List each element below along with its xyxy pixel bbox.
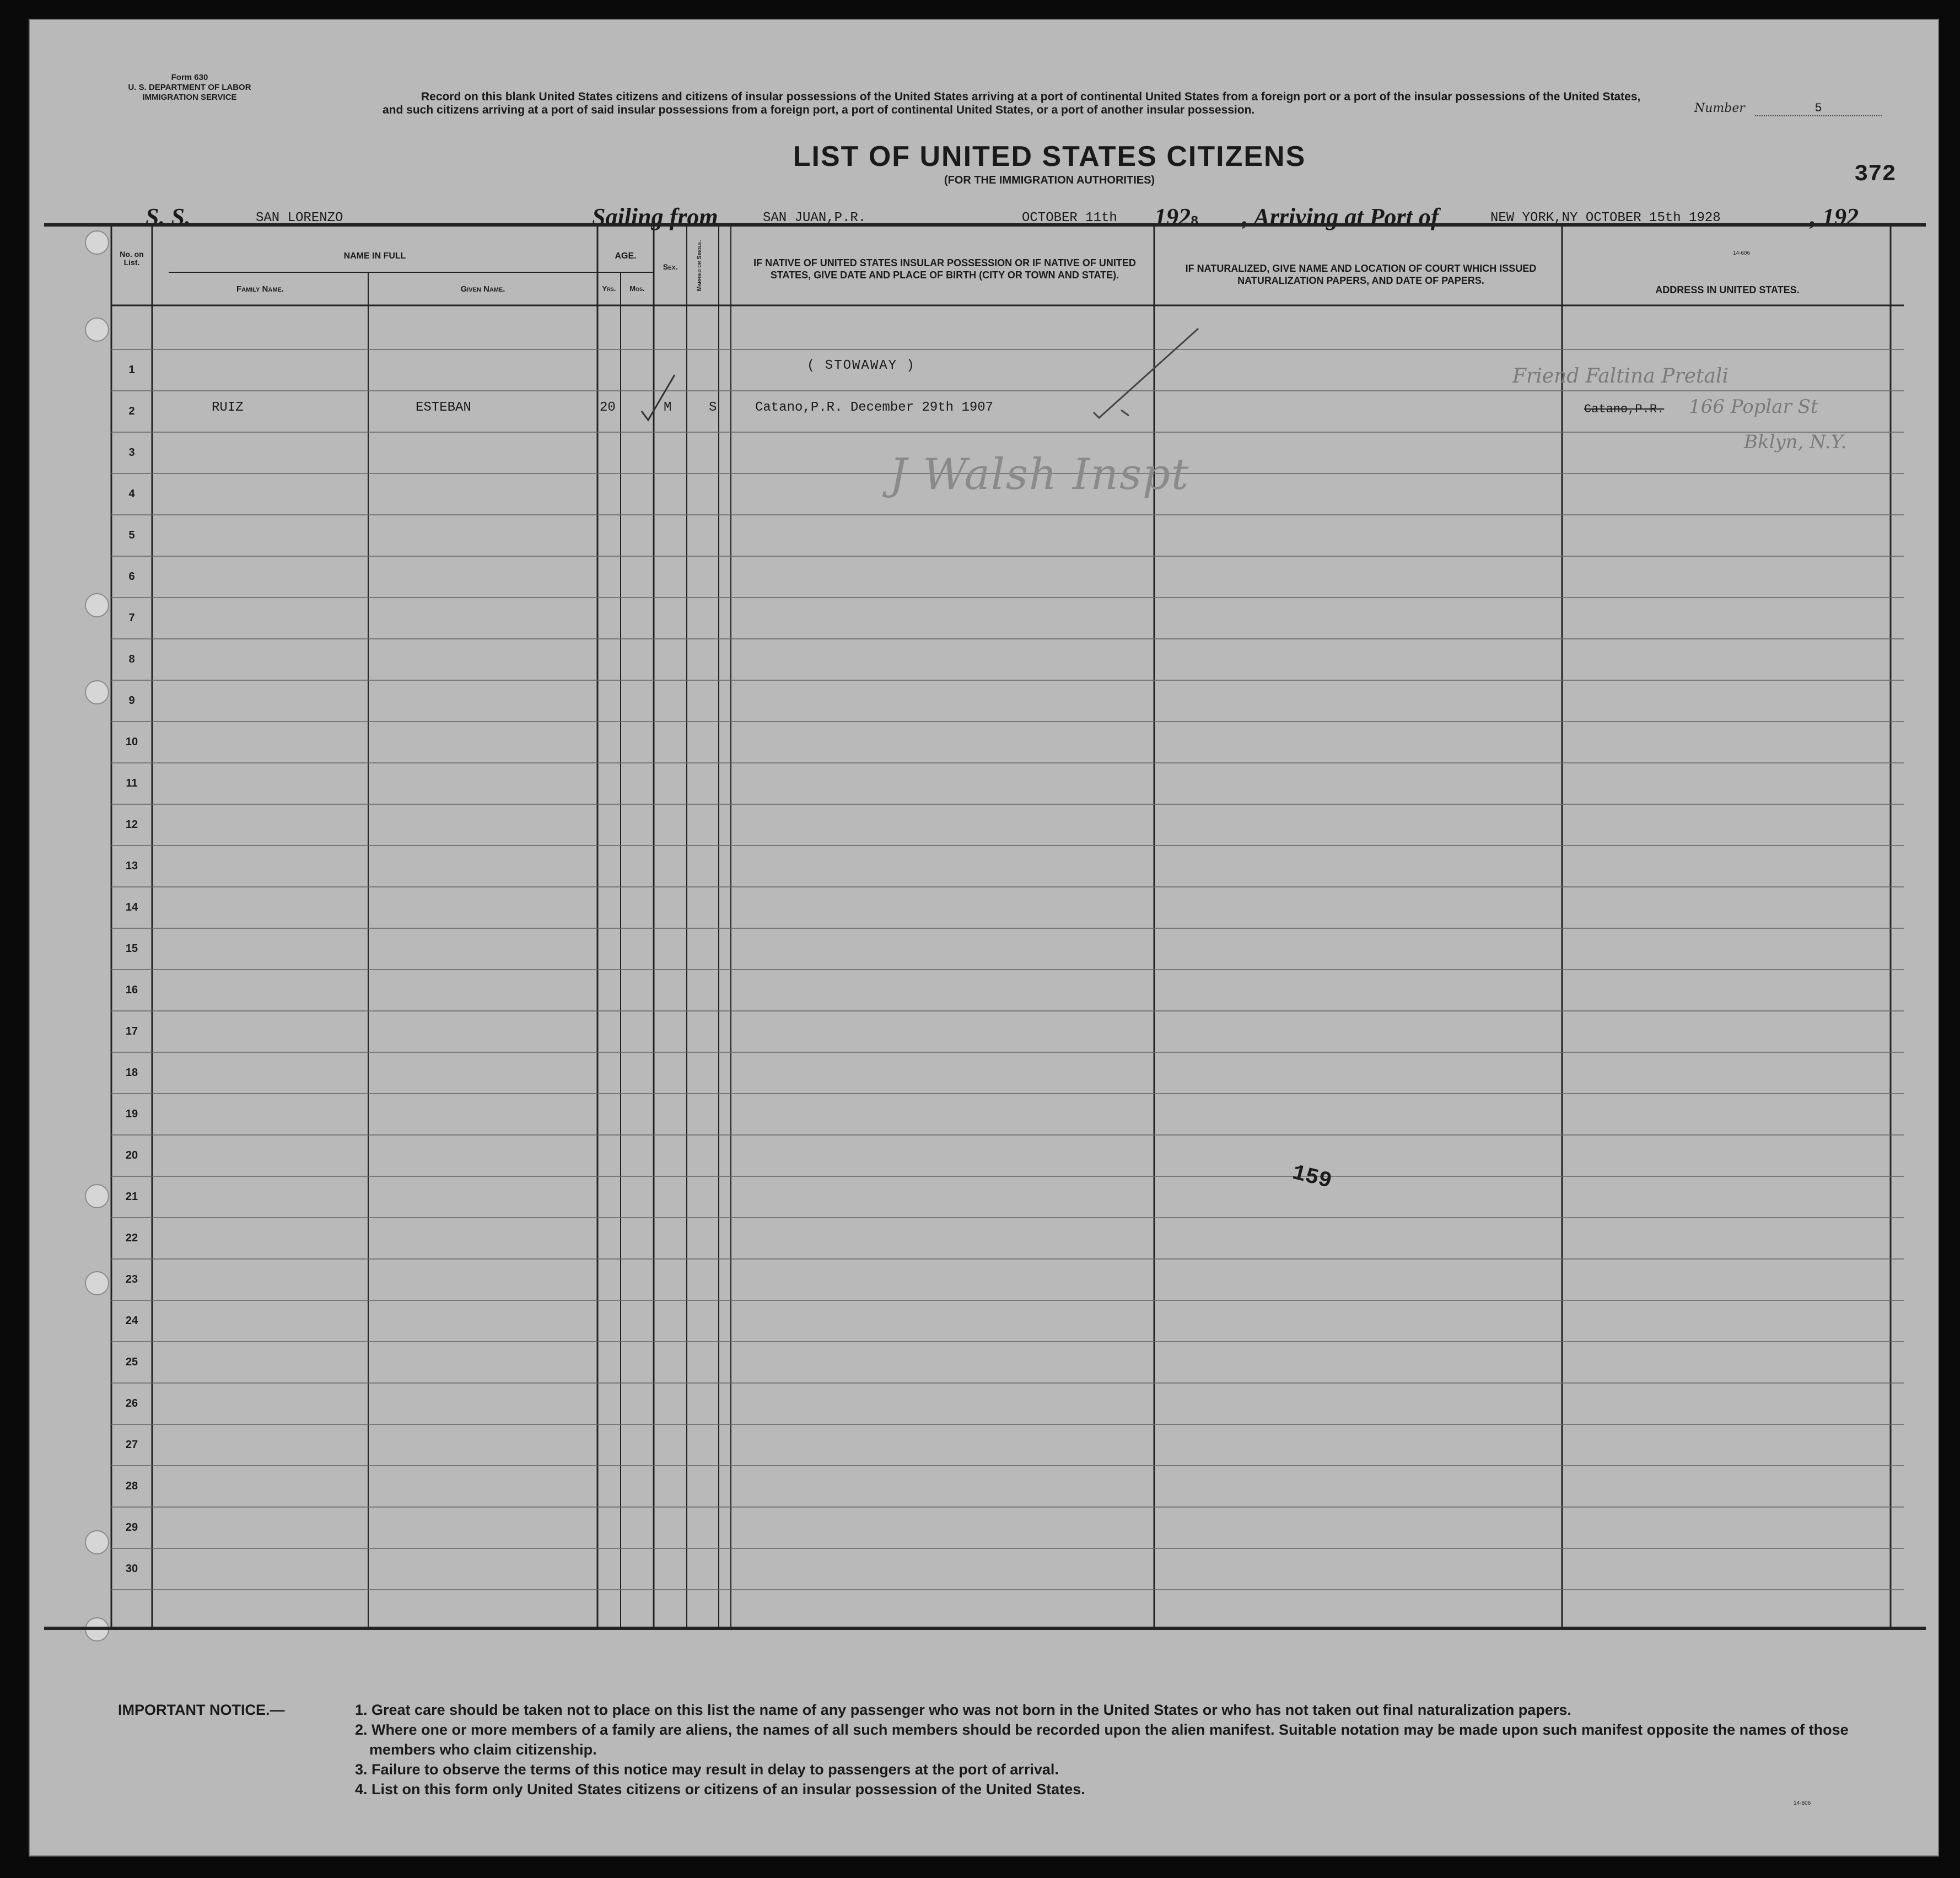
row-number: 5: [128, 529, 135, 541]
row-lines: [111, 349, 1904, 1590]
number-value: 5: [1755, 101, 1882, 116]
address-handwritten-line1: Friend Faltina Pretali: [1512, 365, 1729, 388]
row-number: 24: [125, 1315, 138, 1327]
entry-family-name: RUIZ: [212, 400, 244, 415]
header-given-name: Given Name.: [460, 284, 505, 294]
row-number: 30: [125, 1563, 138, 1575]
arriving-label: , Arriving at Port of: [1242, 203, 1439, 230]
manifest-sheet: [29, 19, 1939, 1857]
row-number: 11: [126, 777, 138, 789]
notice-heading: IMPORTANT NOTICE.—: [118, 1702, 285, 1718]
page-subtitle: (FOR THE IMMIGRATION AUTHORITIES): [944, 174, 1155, 186]
number-label: Number: [1694, 101, 1745, 115]
row-number: 21: [125, 1191, 138, 1203]
footer-printer-mark: 14-606: [1794, 1800, 1811, 1806]
entry-given-name: ESTEBAN: [416, 400, 471, 415]
row-number: 27: [125, 1439, 138, 1451]
row-number: 18: [125, 1067, 138, 1079]
notice-items: [355, 1700, 1898, 1799]
row-number: 4: [128, 488, 135, 500]
form-number: Form 630: [171, 73, 208, 82]
address-handwritten-line2: 166 Poplar St: [1689, 396, 1818, 418]
header-mos: Mos.: [629, 284, 645, 293]
ship-name: SAN LORENZO: [212, 211, 564, 227]
entry-marital: S: [709, 400, 717, 415]
year-prefix-text: 192: [1154, 203, 1191, 230]
service: IMMIGRATION SERVICE: [142, 93, 237, 102]
instructions-text: Record on this blank United States citizens and citizens of insular possessions of the United States arriving at a port of continental United States from a foreign port or a port of the insular possessions of the United States, and such citizens arriving at a port of said insular possessions from a foreign port, a port of continental United States, or a port of another insular possession.: [383, 90, 1641, 116]
notice-item: 2. Where one or more members of a family are aliens, the names of all such members should be recorded upon the alien manifest. Suitable notation may be made upon such manifest opposite the names of those members who claim citizenship.: [355, 1721, 1849, 1758]
entry-age-yrs: 20: [600, 400, 616, 415]
row-number: 16: [125, 984, 138, 996]
header-yrs: Yrs.: [602, 284, 616, 293]
header-naturalized: IF NATURALIZED, GIVE NAME AND LOCATION OF COURT WHICH ISSUED NATURALIZATION PAPERS, AND DATE OF PAPERS.: [1185, 263, 1537, 286]
address-handwritten-line3: Bklyn, N.Y.: [1744, 431, 1847, 453]
address-typed-struck: Catano,P.R.: [1584, 402, 1665, 416]
department: U. S. DEPARTMENT OF LABOR: [128, 83, 251, 92]
notice-item: 3. Failure to observe the terms of this notice may result in delay to passengers at the port of arrival.: [355, 1761, 1059, 1778]
page-title: LIST OF UNITED STATES CITIZENS: [793, 141, 1306, 173]
row-number: 15: [125, 943, 138, 955]
year-suffix: , 192: [1810, 203, 1859, 230]
printer-mark: 14-606: [1733, 250, 1751, 256]
header-married-single: Married or Single.: [696, 240, 703, 292]
row-number: 28: [125, 1480, 138, 1492]
row-number: 1: [128, 364, 135, 376]
entry-sex: M: [664, 400, 672, 415]
row-number: 12: [125, 819, 138, 831]
row-number: 17: [125, 1025, 138, 1037]
sail-date: OCTOBER 11th: [1016, 211, 1149, 227]
row-number: 29: [125, 1521, 138, 1533]
check-mark: [1094, 329, 1198, 418]
row-number: 14: [125, 901, 138, 913]
header-native: IF NATIVE OF UNITED STATES INSULAR POSSESSION OR IF NATIVE OF UNITED STATES, GIVE DATE AND PLACE OF BIRTH (CITY OR TOWN AND STATE).: [753, 257, 1136, 281]
row-number: 3: [128, 446, 135, 459]
row-number: 13: [125, 860, 138, 872]
header-address: ADDRESS IN UNITED STATES.: [1655, 284, 1800, 295]
notice-item: 4. List on this form only United States citizens or citizens of an insular possession of the United States.: [355, 1781, 1085, 1798]
row-number: 6: [128, 571, 135, 583]
header-name-in-full: NAME IN FULL: [343, 251, 406, 261]
row-number: 10: [125, 736, 138, 748]
stowaway-note: ( STOWAWAY ): [807, 358, 916, 373]
stamp-number: 159: [1289, 1160, 1334, 1195]
ss-label: S. S.: [146, 203, 191, 230]
inspector-signature: J Walsh Inspt: [890, 450, 1190, 499]
header-family-name: Family Name.: [236, 284, 284, 294]
header-age: AGE.: [615, 251, 637, 261]
row-number: 25: [125, 1356, 138, 1368]
header-no: No. on List.: [120, 250, 144, 267]
row-number: 8: [128, 653, 135, 665]
row-number: 9: [128, 695, 135, 707]
row-numbers: [114, 349, 150, 1590]
notice-item: 1. Great care should be taken not to place on this list the name of any passenger who was not born in the United States or who has not taken out final naturalization papers.: [355, 1702, 1571, 1718]
sailing-label: Sailing from: [592, 203, 718, 230]
row-number: 19: [125, 1108, 138, 1120]
row-number: 23: [125, 1273, 138, 1285]
entry-birth: Catano,P.R. December 29th 1907: [755, 400, 994, 415]
row-number: 22: [125, 1232, 138, 1244]
row-number: 26: [125, 1397, 138, 1409]
row-number: 7: [128, 612, 135, 624]
arrival-port: NEW YORK,NY OCTOBER 15th 1928: [1479, 211, 1810, 227]
row-number: 20: [125, 1149, 138, 1161]
from-port: SAN JUAN,P.R.: [752, 211, 1005, 227]
year-digit: 8: [1191, 214, 1199, 229]
header-sex: Sex.: [663, 262, 678, 271]
page-number: 372: [1854, 161, 1896, 187]
row-number: 2: [128, 405, 135, 417]
check-mark: [1121, 410, 1129, 416]
